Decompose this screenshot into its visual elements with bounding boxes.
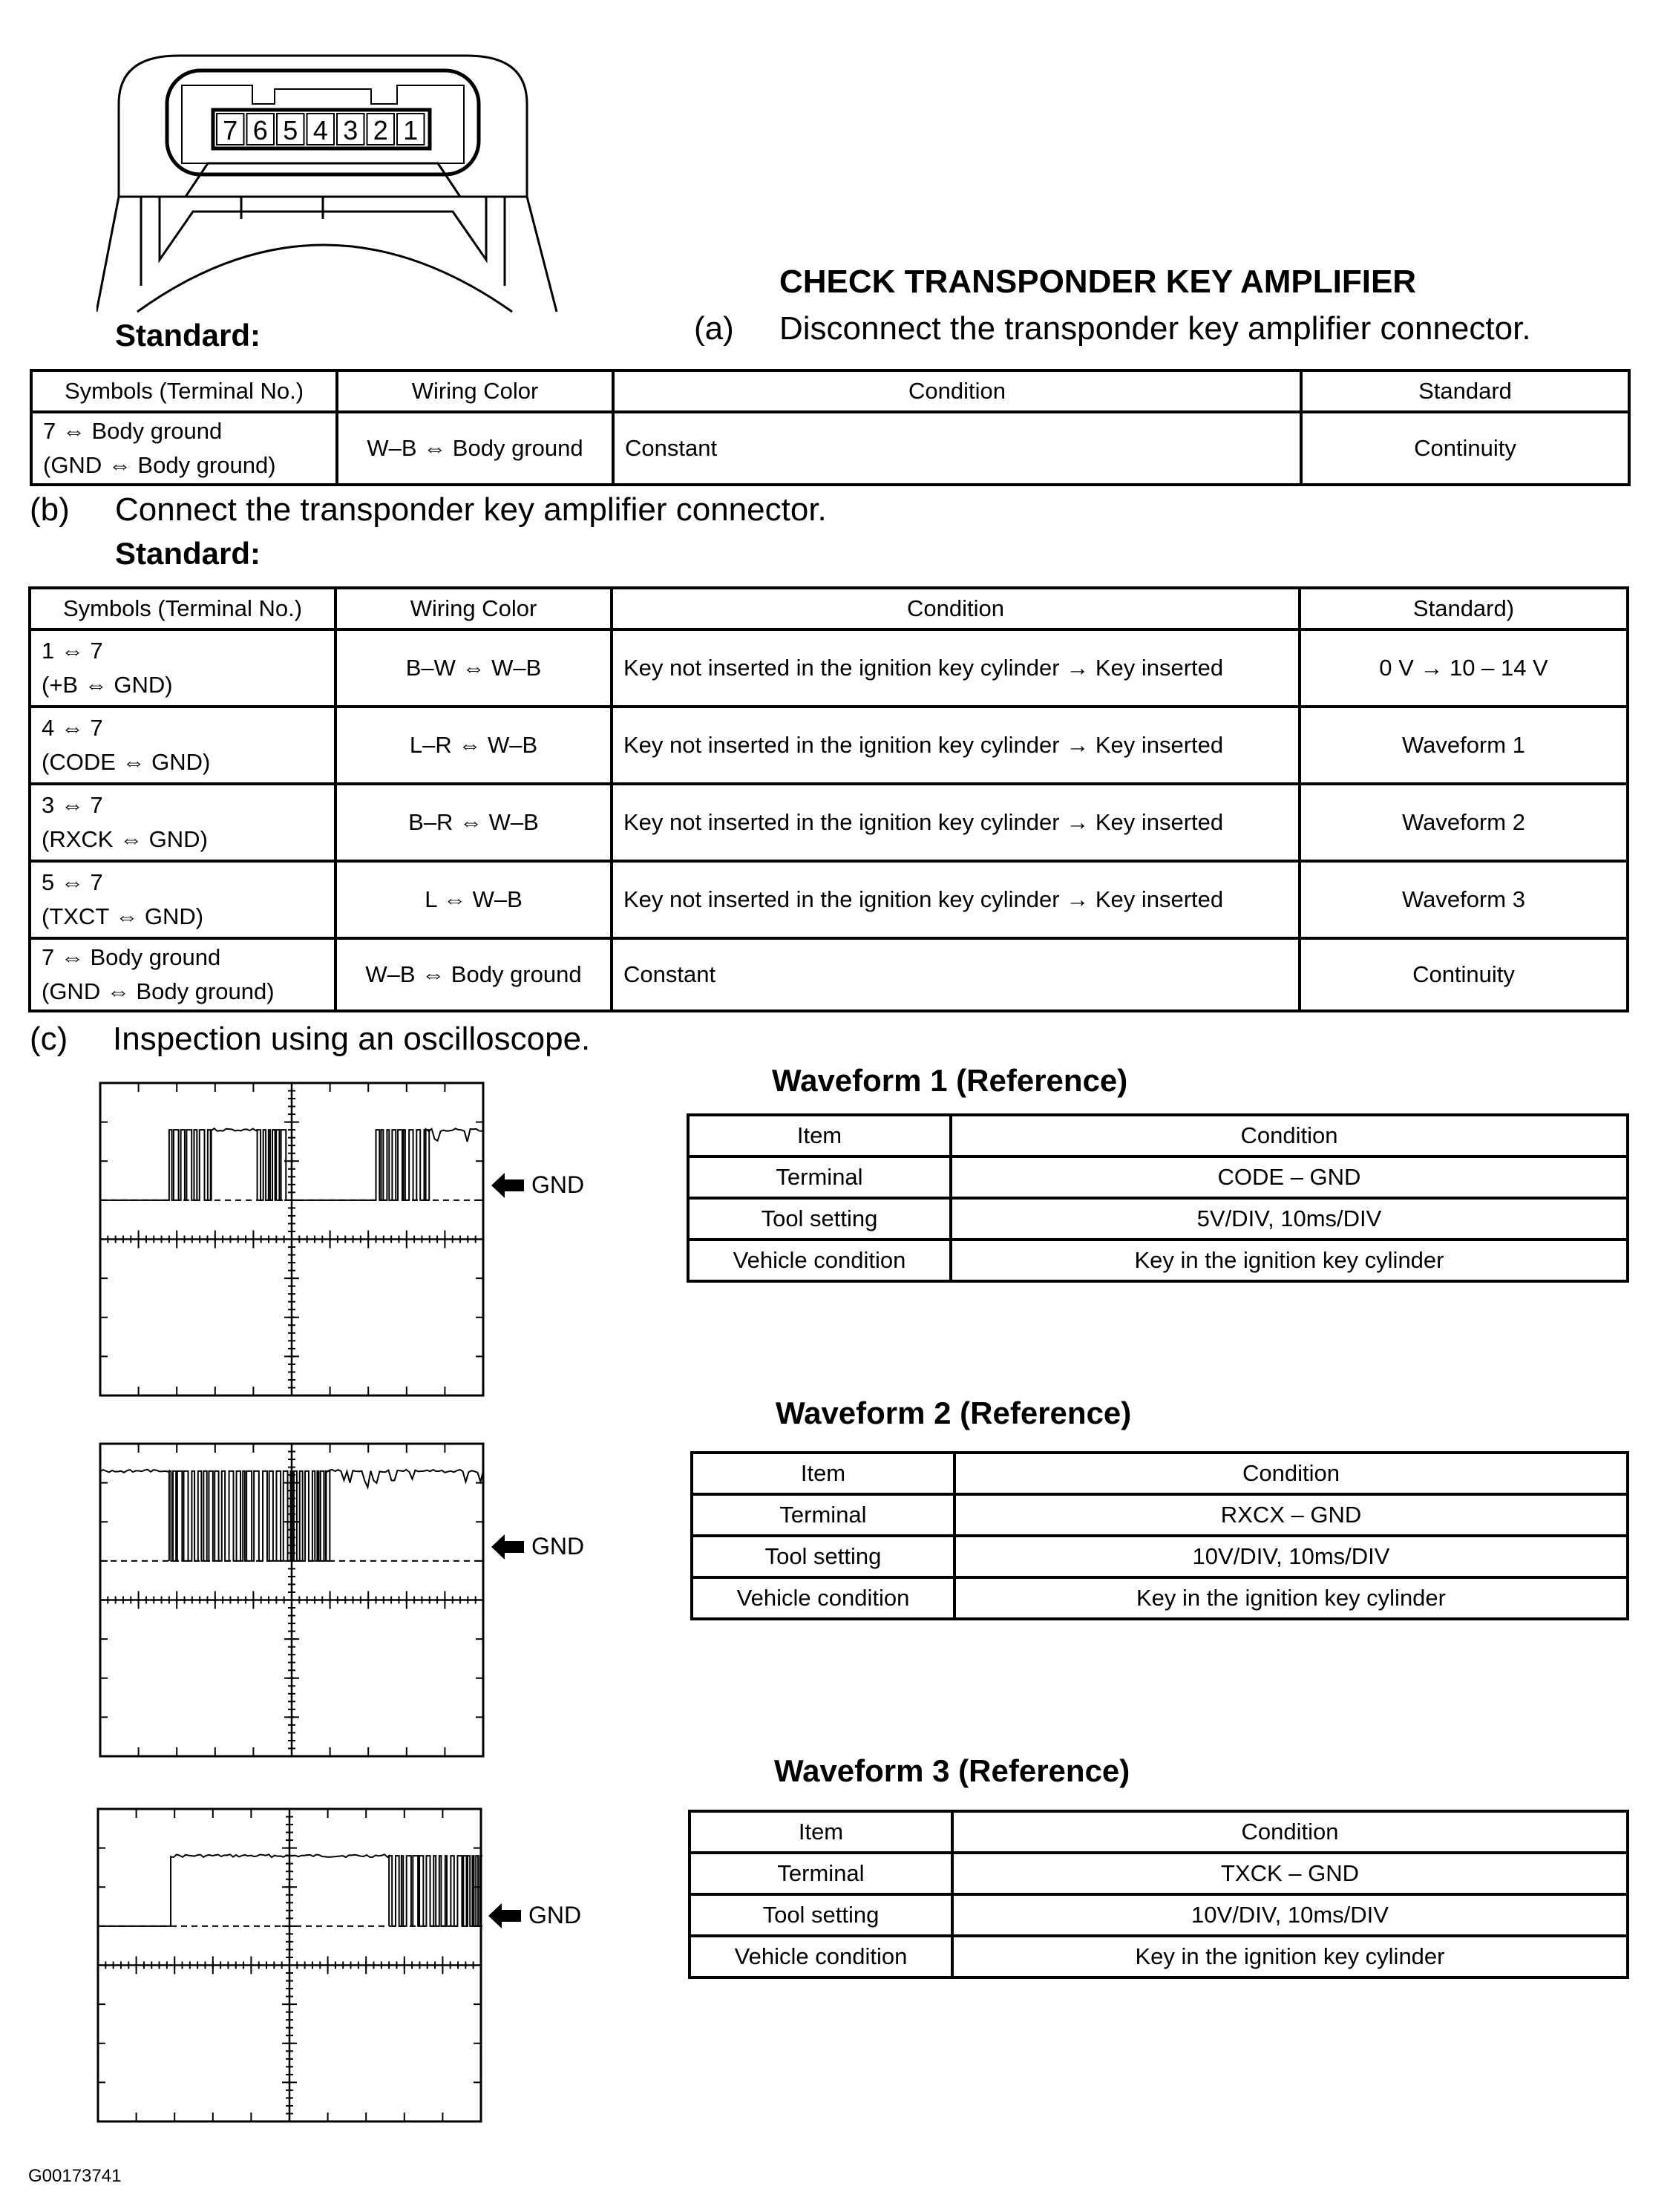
symbol-line1: 7 ⇔ Body ground (42, 944, 221, 970)
table-row (690, 1853, 1628, 1894)
cell-condition: Key not inserted in the ignition key cylinder → Key inserted (612, 629, 1300, 707)
cell-symbol (30, 938, 335, 1011)
cell-wiring: W–B ⇔ Body ground (337, 412, 613, 485)
left-arrow-icon (491, 1173, 524, 1198)
cell-standard: Continuity (1301, 412, 1629, 485)
table-header-row (688, 1115, 1628, 1156)
left-arrow-icon (488, 1903, 521, 1928)
step-c-text: Inspection using an oscilloscope. (113, 1021, 591, 1057)
cell-condition: Key in the ignition key cylinder (951, 1240, 1628, 1281)
symbol-line2: (TXCT ⇔ GND) (42, 903, 204, 929)
table-row (692, 1536, 1628, 1577)
step-b-label: (b) (30, 491, 70, 528)
table-row (688, 1198, 1628, 1240)
cell-condition: Key not inserted in the ignition key cylinder → Key inserted (612, 707, 1300, 784)
header-wiring: Wiring Color (335, 588, 612, 629)
cell-standard: Waveform 1 (1300, 707, 1628, 784)
oscilloscope-waveform-3 (96, 1807, 482, 2123)
waveform-3-title: Waveform 3 (Reference) (774, 1753, 1130, 1788)
gnd-label: GND (528, 1902, 582, 1928)
cell-item: Tool setting (688, 1198, 951, 1240)
cell-item: Tool setting (692, 1536, 954, 1577)
cell-standard: Waveform 3 (1300, 861, 1628, 938)
step-c-label: (c) (30, 1021, 68, 1057)
cell-condition: Key not inserted in the ignition key cylinder → Key inserted (612, 861, 1300, 938)
symbol-line1: 3 ⇔ 7 (42, 792, 103, 818)
step-a-text: Disconnect the transponder key amplifier connector. (779, 310, 1531, 347)
cell-wiring: L–R ⇔ W–B (335, 707, 612, 784)
header-condition: Condition (951, 1115, 1628, 1156)
header-standard: Standard (1301, 370, 1629, 412)
cell-condition: Key in the ignition key cylinder (954, 1577, 1628, 1619)
table-header-row (690, 1811, 1628, 1853)
table-row (692, 1577, 1628, 1619)
table-header-row (31, 370, 1629, 412)
table-row (30, 861, 1628, 938)
oscilloscope-waveform-1 (99, 1082, 485, 1397)
cell-condition: RXCX – GND (954, 1494, 1628, 1536)
terminal-number: 5 (283, 115, 298, 145)
table-row (30, 707, 1628, 784)
step-a-label: (a) (694, 310, 734, 347)
gnd-label: GND (531, 1171, 585, 1198)
table-row (690, 1894, 1628, 1936)
cell-condition: Key not inserted in the ignition key cylinder → Key inserted (612, 784, 1300, 861)
cell-item: Terminal (688, 1156, 951, 1198)
table-row (688, 1156, 1628, 1198)
cell-condition: Constant (613, 412, 1301, 485)
table-row (692, 1494, 1628, 1536)
page-title: CHECK TRANSPONDER KEY AMPLIFIER (779, 264, 1417, 300)
table-row (30, 629, 1628, 707)
waveform-2-title: Waveform 2 (Reference) (776, 1395, 1132, 1430)
cell-standard: 0 V → 10 – 14 V (1300, 629, 1628, 707)
waveform-3-table (688, 1810, 1629, 1979)
cell-condition: 10V/DIV, 10ms/DIV (952, 1894, 1628, 1936)
header-condition: Condition (612, 588, 1300, 629)
symbol-line1: 5 ⇔ 7 (42, 869, 103, 895)
terminal-number: 1 (403, 115, 419, 145)
cell-condition: TXCK – GND (952, 1853, 1628, 1894)
header-condition: Condition (954, 1453, 1628, 1494)
step-b-standard-label: Standard: (115, 536, 261, 571)
header-condition: Condition (952, 1811, 1628, 1853)
header-item: Item (692, 1453, 954, 1494)
header-item: Item (688, 1115, 951, 1156)
cell-wiring: B–W ⇔ W–B (335, 629, 612, 707)
header-condition: Condition (613, 370, 1301, 412)
cell-item: Terminal (690, 1853, 952, 1894)
cell-symbol (31, 412, 337, 485)
oscilloscope-waveform-2 (99, 1442, 485, 1758)
symbol-line2: (CODE ⇔ GND) (42, 749, 211, 775)
header-symbols: Symbols (Terminal No.) (30, 588, 335, 629)
cell-symbol (30, 784, 335, 861)
gnd-marker-1 (491, 1171, 584, 1199)
figure-id: G00173741 (28, 2166, 122, 2186)
cell-condition: 5V/DIV, 10ms/DIV (951, 1198, 1628, 1240)
cell-item: Terminal (692, 1494, 954, 1536)
table-header-row (692, 1453, 1628, 1494)
symbol-line2: (RXCK ⇔ GND) (42, 826, 208, 852)
connector-diagram (96, 52, 586, 319)
cell-condition: Key in the ignition key cylinder (952, 1936, 1628, 1977)
table-row (30, 938, 1628, 1011)
cell-item: Tool setting (690, 1894, 952, 1936)
gnd-label: GND (531, 1533, 585, 1560)
step-b-text: Connect the transponder key amplifier connector. (115, 491, 827, 528)
left-arrow-icon (491, 1534, 524, 1560)
cell-standard: Continuity (1300, 938, 1628, 1011)
terminal-number: 3 (343, 115, 358, 145)
cell-standard: Waveform 2 (1300, 784, 1628, 861)
symbol-line1: 7 ⇔ Body ground (43, 418, 223, 444)
header-symbols: Symbols (Terminal No.) (31, 370, 337, 412)
table-row (690, 1936, 1628, 1977)
standard-table-b (28, 586, 1629, 1012)
cell-condition: 10V/DIV, 10ms/DIV (954, 1536, 1628, 1577)
waveform-2-table (690, 1451, 1629, 1620)
cell-symbol (30, 707, 335, 784)
cell-wiring: L ⇔ W–B (335, 861, 612, 938)
header-wiring: Wiring Color (337, 370, 613, 412)
symbol-line1: 1 ⇔ 7 (42, 638, 103, 664)
cell-item: Vehicle condition (692, 1577, 954, 1619)
table-row (30, 784, 1628, 861)
table-header-row (30, 588, 1628, 629)
standard-table-a (30, 369, 1631, 486)
cell-wiring: W–B ⇔ Body ground (335, 938, 612, 1011)
cell-symbol (30, 861, 335, 938)
terminal-number: 4 (312, 115, 328, 145)
cell-condition: Constant (612, 938, 1300, 1011)
symbol-line2: (+B ⇔ GND) (42, 672, 173, 698)
symbol-line2: (GND ⇔ Body ground) (42, 978, 275, 1004)
table-row (688, 1240, 1628, 1281)
waveform-1-table (687, 1113, 1629, 1283)
cell-item: Vehicle condition (688, 1240, 951, 1281)
step-a-standard-label: Standard: (115, 318, 261, 353)
terminal-number: 6 (252, 115, 268, 145)
waveform-1-title: Waveform 1 (Reference) (772, 1063, 1128, 1098)
cell-item: Vehicle condition (690, 1936, 952, 1977)
cell-condition: CODE – GND (951, 1156, 1628, 1198)
header-item: Item (690, 1811, 952, 1853)
cell-wiring: B–R ⇔ W–B (335, 784, 612, 861)
symbol-line2: (GND ⇔ Body ground) (43, 452, 276, 478)
table-row (31, 412, 1629, 485)
cell-symbol (30, 629, 335, 707)
gnd-marker-3 (488, 1902, 581, 1929)
gnd-marker-2 (491, 1533, 584, 1560)
header-standard: Standard) (1300, 588, 1628, 629)
terminal-number: 2 (373, 115, 388, 145)
symbol-line1: 4 ⇔ 7 (42, 715, 103, 741)
terminal-number: 7 (223, 115, 238, 145)
